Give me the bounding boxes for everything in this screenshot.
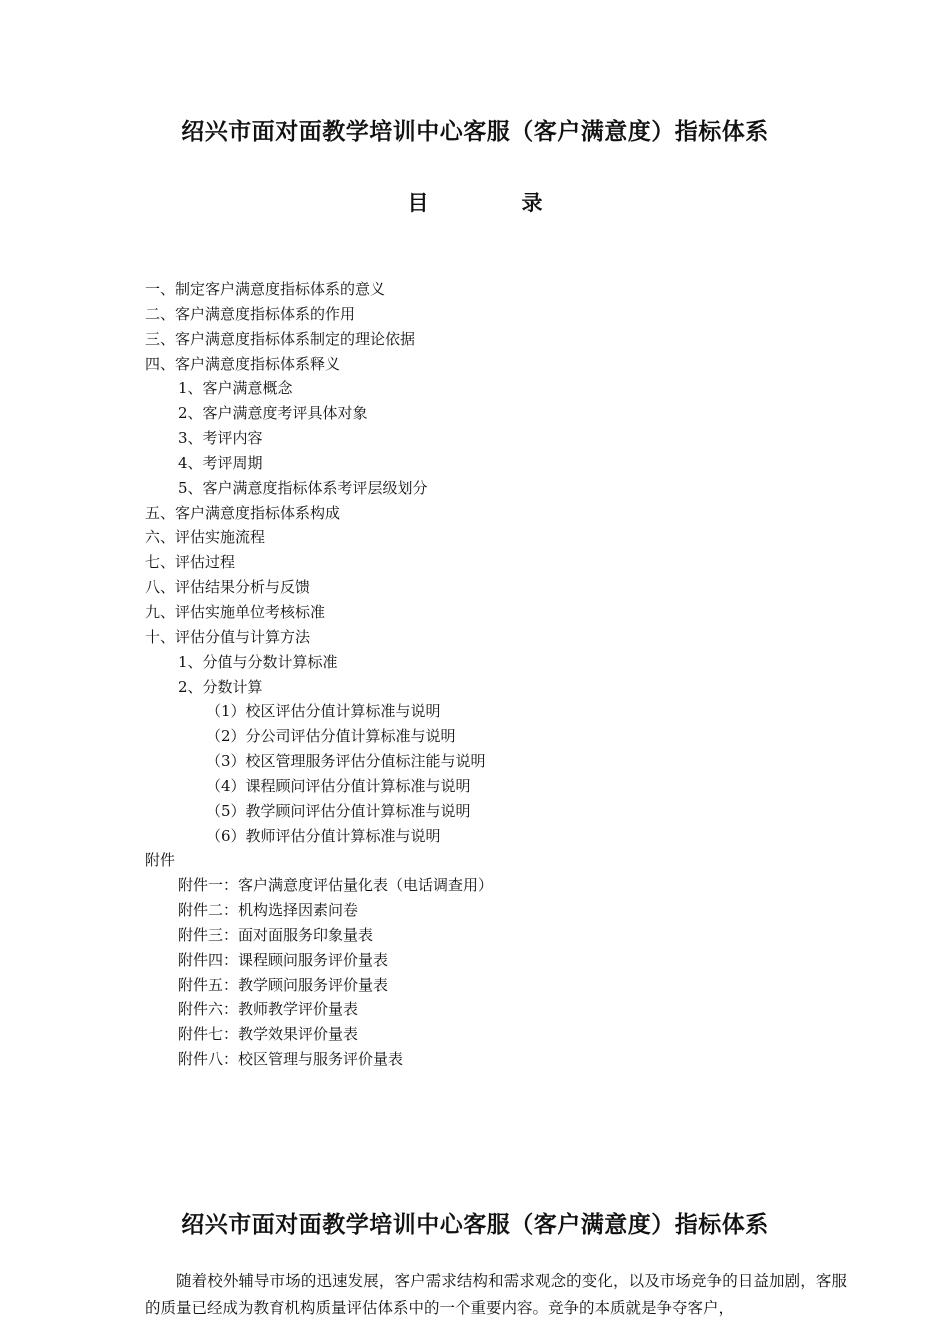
toc-entry: 附件七：教学效果评价量表: [178, 1025, 359, 1044]
toc-entry: 附件一：客户满意度评估量化表（电话调查用）: [178, 876, 494, 895]
toc-entry: 附件二：机构选择因素问卷: [178, 901, 359, 920]
toc-entry: （3）校区管理服务评估分值标注能与说明: [206, 752, 486, 771]
section-title: 绍兴市面对面教学培训中心客服（客户满意度）指标体系: [181, 1211, 769, 1238]
table-of-contents: [145, 277, 845, 1072]
toc-entry: （2）分公司评估分值计算标准与说明: [206, 727, 456, 746]
toc-entry: 2、分数计算: [178, 677, 263, 696]
toc-entry: （1）校区评估分值计算标准与说明: [206, 702, 441, 721]
document-title: 绍兴市面对面教学培训中心客服（客户满意度）指标体系: [181, 118, 769, 145]
toc-heading: 目 录: [407, 190, 579, 215]
intro-paragraph: 随着校外辅导市场的迅速发展，客户需求结构和需求观念的变化，以及市场竞争的日益加剧，客服的质量已经成为教育机构质量评估体系中的一个重要内容。竞争的本质就是争夺客户，: [145, 1272, 847, 1317]
toc-entry: 3、考评内容: [178, 429, 263, 448]
toc-entry: 4、考评周期: [178, 453, 263, 472]
toc-entry: 六、评估实施流程: [145, 528, 266, 547]
toc-entry: 十、评估分值与计算方法: [145, 627, 311, 646]
toc-entry: 1、客户满意概念: [178, 379, 293, 398]
toc-entry: （6）教师评估分值计算标准与说明: [206, 826, 441, 845]
toc-entry: 附件三：面对面服务印象量表: [178, 925, 374, 944]
toc-entry: （5）教学顾问评估分值计算标准与说明: [206, 801, 471, 820]
toc-entry: 1、分值与分数计算标准: [178, 652, 338, 671]
toc-entry: 附件八：校区管理与服务评价量表: [178, 1050, 404, 1069]
toc-entry: 2、客户满意度考评具体对象: [178, 404, 368, 423]
toc-entry: 五、客户满意度指标体系构成: [145, 503, 341, 522]
toc-entry: 附件: [145, 851, 176, 870]
toc-entry: 附件五：教学顾问服务评价量表: [178, 975, 389, 994]
toc-entry: 九、评估实施单位考核标准: [145, 602, 326, 621]
toc-entry: 附件四：课程顾问服务评价量表: [178, 950, 389, 969]
intro-text: [145, 1268, 847, 1322]
toc-entry: （4）课程顾问评估分值计算标准与说明: [206, 776, 471, 795]
toc-entry: 四、客户满意度指标体系释义: [145, 354, 341, 373]
toc-entry: 二、客户满意度指标体系的作用: [145, 304, 356, 323]
toc-entry: 5、客户满意度指标体系考评层级划分: [178, 478, 428, 497]
toc-entry: 三、客户满意度指标体系制定的理论依据: [145, 329, 416, 348]
toc-entry: 八、评估结果分析与反馈: [145, 578, 311, 597]
toc-entry: 一、制定客户满意度指标体系的意义: [145, 280, 386, 298]
toc-entry: 附件六：教师教学评价量表: [178, 1000, 359, 1019]
toc-entry: 七、评估过程: [145, 553, 236, 572]
